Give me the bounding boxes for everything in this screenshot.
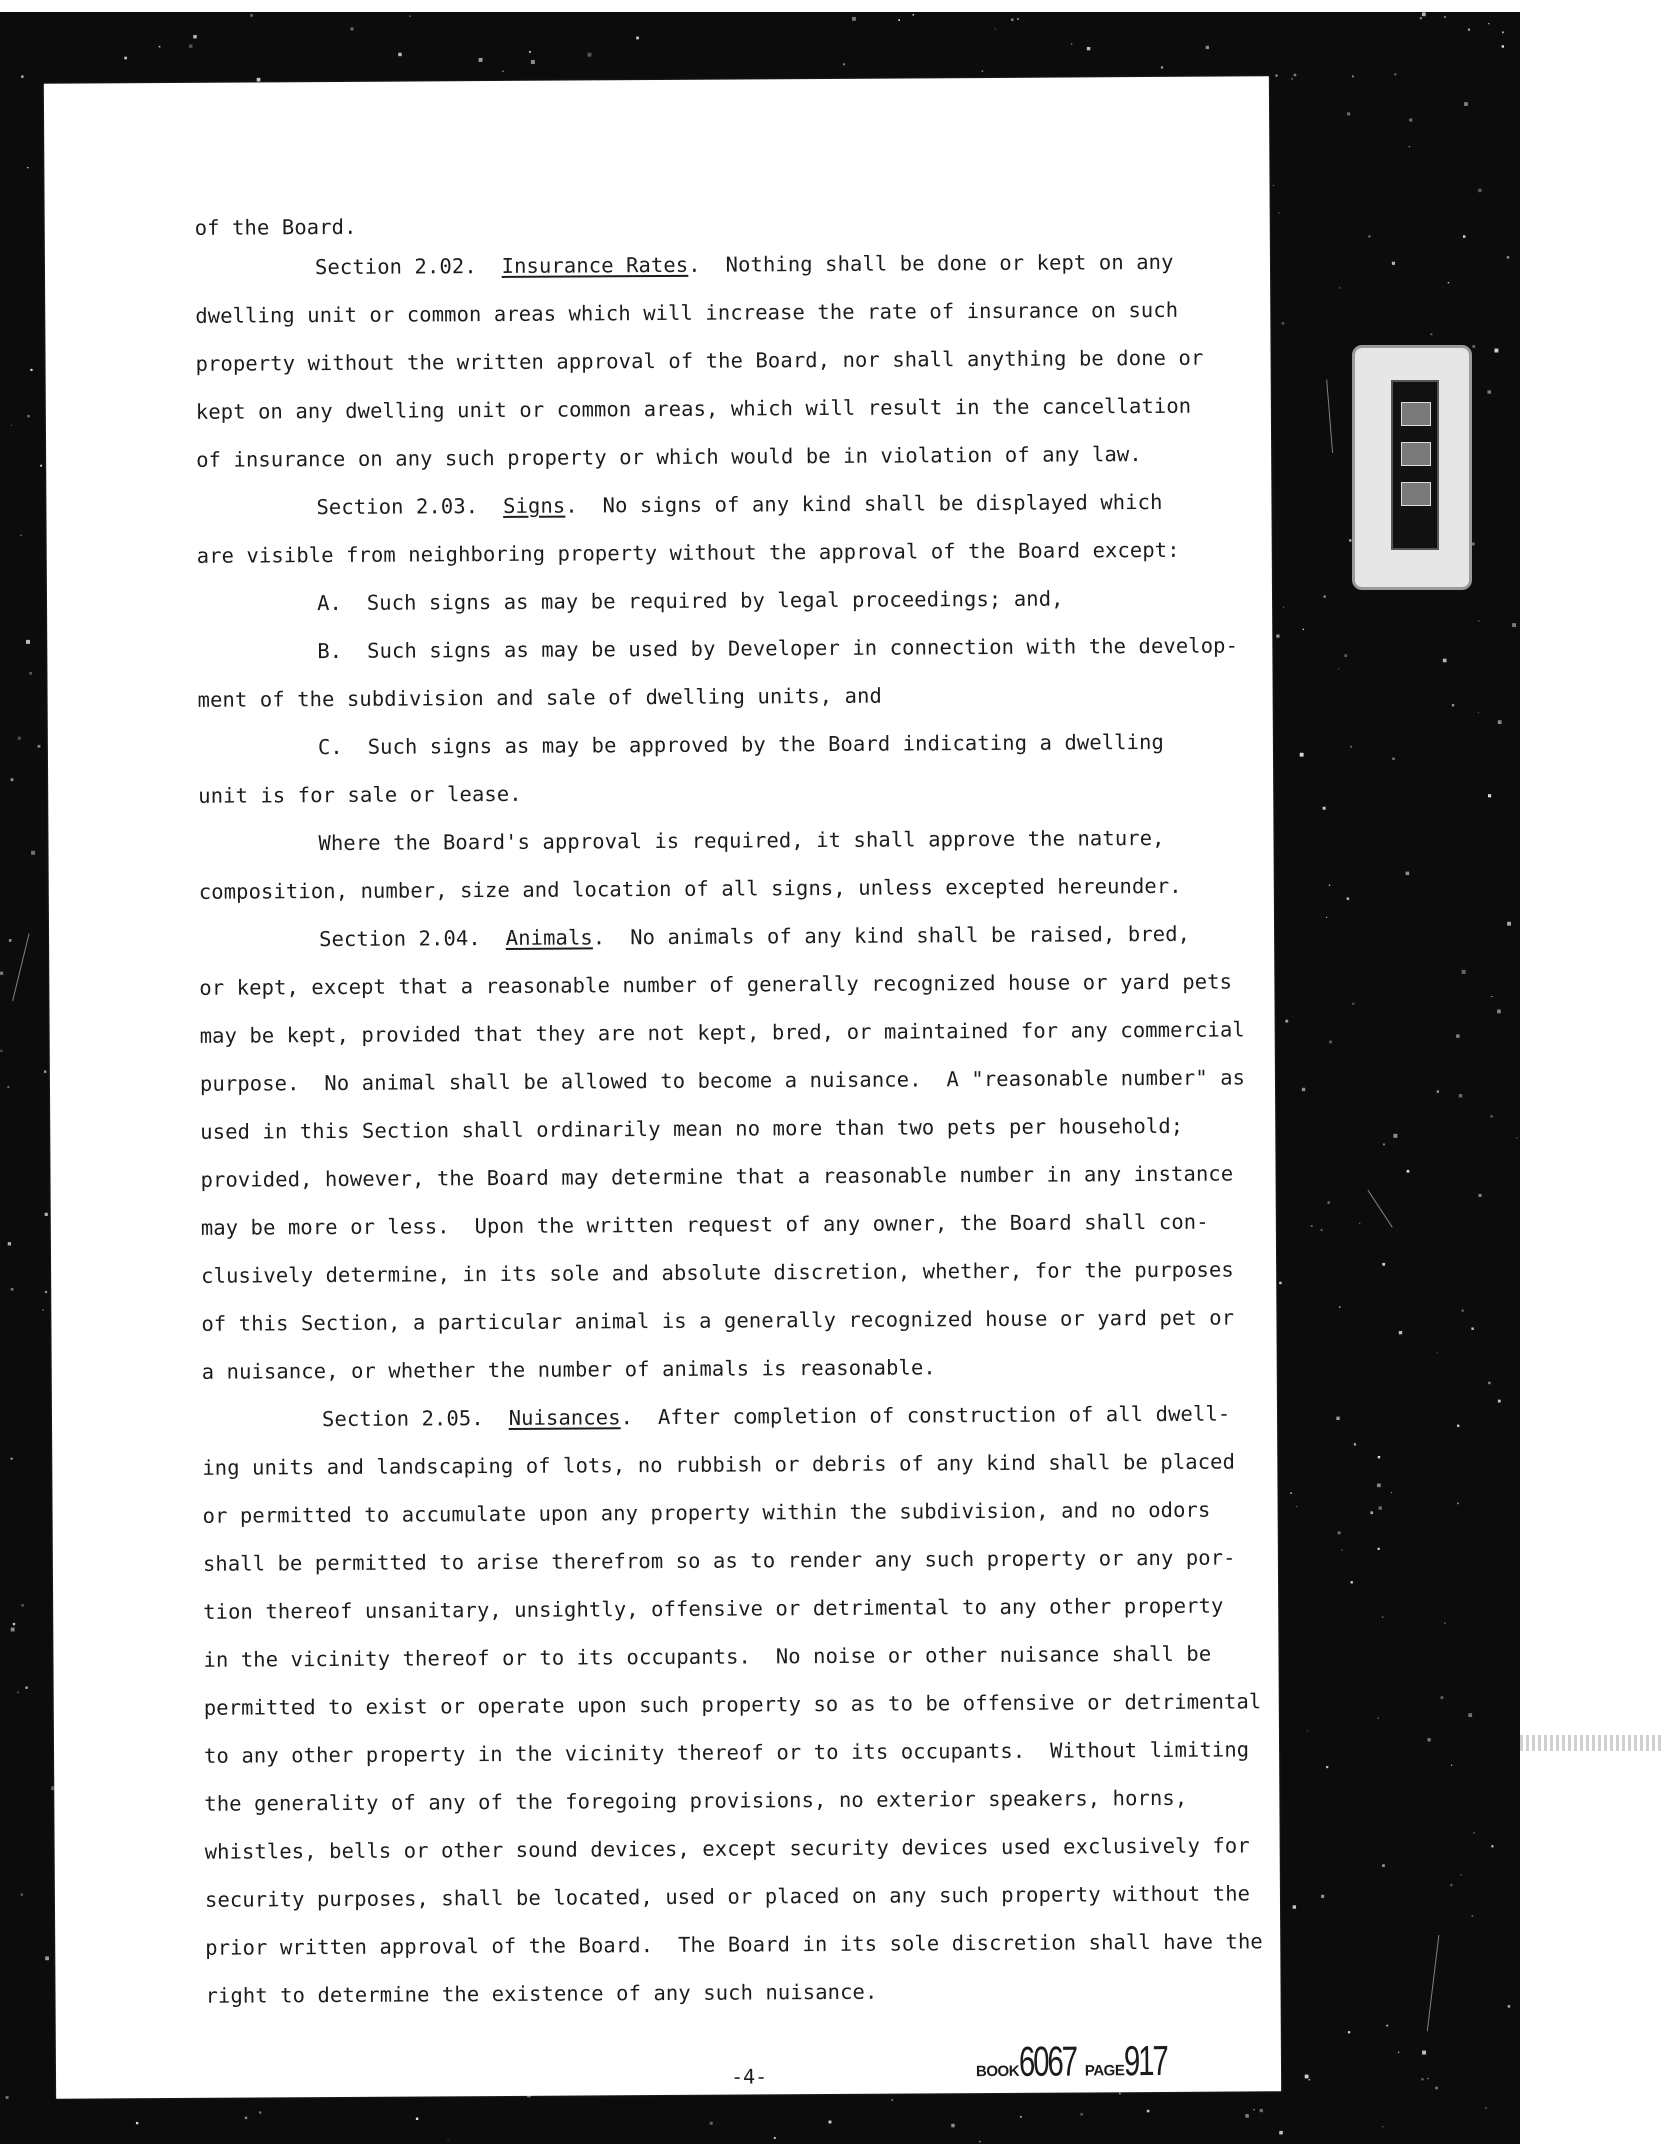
text-run: . No animals of any kind shall be raised, bred, [592, 921, 1191, 950]
section-2-03-heading [316, 487, 1162, 522]
device-button [1401, 442, 1431, 466]
text-line: unit is for sale or lease. [198, 781, 522, 808]
text-line: permitted to exist or operate upon such property so as to be offensive or detrimental [203, 1689, 1262, 1720]
text-line: purpose. No animal shall be allowed to become a nuisance. A "reasonable number" as [199, 1065, 1246, 1096]
book-label: BOOK [975, 2062, 1020, 2081]
text-line: Where the Board's approval is required, it shall approve the nature, [318, 825, 1165, 856]
scan-margin [1520, 0, 1664, 2144]
text-line: shall be permitted to arise therefrom so as to render any such property or any por- [202, 1545, 1236, 1576]
book-page-stamp [976, 2037, 1186, 2086]
text-run: . No signs of any kind shall be displayed which [565, 489, 1163, 518]
document-body [194, 116, 1263, 2008]
list-item-c: C. Such signs as may be approved by the Board indicating a dwelling [317, 729, 1165, 760]
device-button [1401, 482, 1431, 506]
book-number: 6067 [1018, 2037, 1077, 2085]
text-line: or permitted to accumulate upon any property within the subdivision, and no odors [202, 1497, 1211, 1528]
text-run: . After completion of construction of all dwell- [620, 1401, 1231, 1430]
text-line: clusively determine, in its sole and absolute discretion, whether, for the purposes [201, 1257, 1234, 1288]
scanner-device [1352, 345, 1472, 590]
device-button [1401, 402, 1431, 426]
text-line: tion thereof unsanitary, unsightly, offensive or detrimental to any other property [203, 1593, 1224, 1624]
text-line: property without the written approval of the Board, nor shall anything be done or [195, 345, 1204, 376]
section-2-02-heading [315, 247, 1174, 282]
text-line: dwelling unit or common areas which will increase the rate of insurance on such [195, 297, 1179, 328]
page-label: PAGE [1084, 2062, 1125, 2080]
section-2-04-heading [319, 919, 1190, 954]
text-line: right to determine the existence of any such nuisance. [205, 1979, 878, 2008]
text-line: a nuisance, or whether the number of animals is reasonable. [201, 1355, 936, 1384]
document-sheet [44, 76, 1281, 2098]
text-line: security purposes, shall be located, used or placed on any such property without the [204, 1881, 1251, 1912]
page-number: -4- [730, 2064, 768, 2089]
section-title: Signs [503, 493, 566, 518]
list-item-b: B. Such signs as may be used by Developer in connection with the develop- [317, 633, 1239, 664]
text-line: are visible from neighboring property without the approval of the Board except: [196, 537, 1180, 568]
section-title: Insurance Rates [501, 252, 689, 278]
text-line: in the vicinity thereof or to its occupants. No noise or other nuisance shall be [203, 1641, 1212, 1672]
scan-artifact-rule [1520, 1735, 1664, 1751]
section-title: Nuisances [508, 1405, 621, 1430]
text-line: of the Board. [194, 214, 357, 240]
text-line: provided, however, the Board may determine that a reasonable number in any instance [200, 1161, 1234, 1192]
text-line: the generality of any of the foregoing provisions, no exterior speakers, horns, [204, 1785, 1188, 1816]
section-number: Section 2.02. [314, 254, 477, 280]
section-title: Animals [505, 925, 593, 950]
text-line: of this Section, a particular animal is a generally recognized house or yard pet or [201, 1305, 1235, 1336]
text-run: . Nothing shall be done or kept on any [688, 249, 1174, 277]
section-number: Section 2.04. [319, 926, 481, 952]
stamp-page-number: 917 [1124, 2036, 1168, 2085]
text-line: ing units and landscaping of lots, no rubbish or debris of any kind shall be placed [202, 1449, 1236, 1480]
text-line: composition, number, size and location of all signs, unless excepted hereunder. [198, 873, 1182, 904]
list-item-a: A. Such signs as may be required by legal proceedings; and, [316, 586, 1064, 616]
text-line: kept on any dwelling unit or common areas, which will result in the cancellation [195, 393, 1192, 424]
text-line: prior written approval of the Board. The Board in its sole discretion shall have the [205, 1929, 1263, 1960]
text-line: used in this Section shall ordinarily mean no more than two pets per household; [200, 1113, 1184, 1144]
text-line: whistles, bells or other sound devices, except security devices used exclusively for [204, 1833, 1250, 1864]
text-line: or kept, except that a reasonable number of generally recognized house or yard pets [199, 969, 1233, 1000]
section-number: Section 2.03. [316, 494, 479, 520]
section-number: Section 2.05. [321, 1406, 484, 1432]
text-line: ment of the subdivision and sale of dwelling units, and [197, 683, 882, 712]
text-line: of insurance on any such property or which would be in violation of any law. [196, 442, 1142, 472]
device-panel [1391, 380, 1439, 550]
text-line: may be kept, provided that they are not kept, bred, or maintained for any commercial [199, 1017, 1245, 1048]
text-line: may be more or less. Upon the written request of any owner, the Board shall con- [200, 1209, 1209, 1240]
section-2-05-heading [322, 1399, 1230, 1435]
text-line: to any other property in the vicinity thereof or to its occupants. Without limiting [204, 1737, 1250, 1768]
